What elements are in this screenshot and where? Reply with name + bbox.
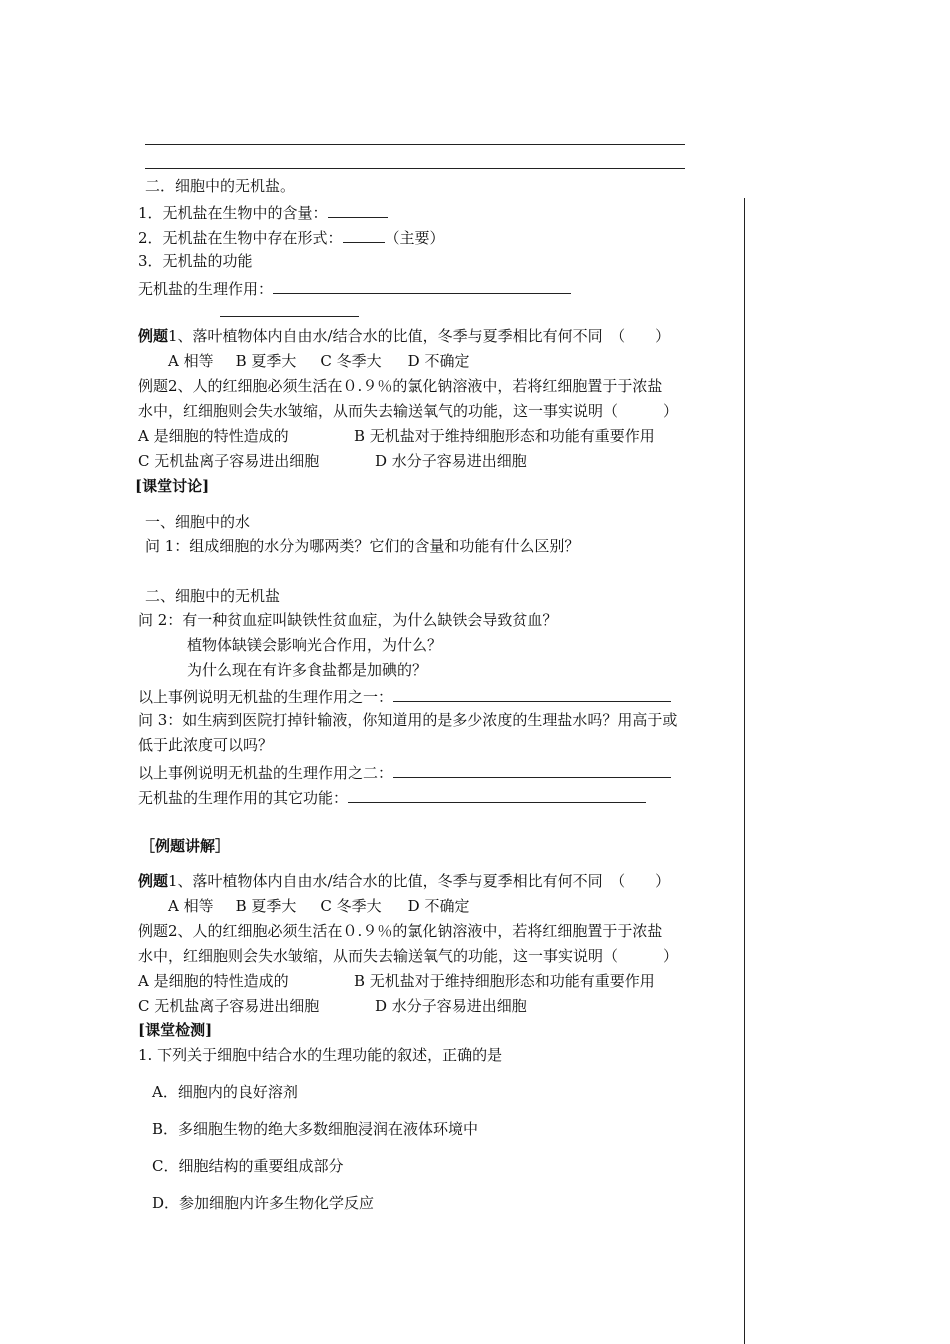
example-2-option-d: D 水分子容易进出细胞	[375, 997, 527, 1015]
example-2-option-b: B 无机盐对于维持细胞形态和功能有重要作用	[354, 972, 655, 990]
example-2-option-a: A 是细胞的特性造成的	[138, 972, 289, 990]
answer-line	[145, 144, 685, 145]
discussion-q3b: 低于此浓度可以吗？	[138, 736, 274, 754]
example-1-options	[168, 896, 469, 916]
example-2-line1: 例题2、人的红细胞必须生活在０.９％的氯化钠溶液中，若将红细胞置于于浓盐	[138, 922, 663, 940]
answer-blank[interactable]	[393, 761, 671, 778]
option-c: C 冬季大	[320, 352, 382, 370]
discussion-q2: 问 2：有一种贫血症叫缺铁性贫血症，为什么缺铁会导致贫血？	[138, 611, 558, 629]
option-d: D 不确定	[407, 352, 470, 370]
answer-blank[interactable]	[343, 226, 385, 243]
option-c: C 冬季大	[320, 897, 382, 915]
item-content: 1．无机盐在生物中的含量：	[138, 201, 388, 223]
conclusion-2: 以上事例说明无机盐的生理作用之二：	[138, 761, 671, 783]
discussion-sec2: 二、细胞中的无机盐	[145, 587, 281, 605]
option-a: A 相等	[168, 352, 214, 370]
example-2-option-c: C 无机盐离子容易进出细胞	[138, 997, 320, 1015]
answer-blank[interactable]	[273, 277, 571, 294]
other-functions: 无机盐的生理作用的其它功能：	[138, 786, 646, 808]
example-2-line2: 水中，红细胞则会失水皱缩，从而失去输送氧气的功能，这一事实说明（ ）	[138, 947, 679, 965]
discussion-q2c: 为什么现在有许多食盐都是加碘的？	[187, 661, 428, 679]
example-2-option-a: A 是细胞的特性造成的	[138, 427, 289, 445]
discussion-title: [课堂讨论]	[135, 477, 210, 495]
margin-line	[744, 198, 745, 1344]
example-1: 例题1、落叶植物体内自由水/结合水的比值，冬季与夏季相比有何不同 （ ）	[138, 872, 671, 890]
example-1-options	[168, 351, 469, 371]
explain-title: ［例题讲解］	[140, 837, 231, 855]
check-question-1: 1. 下列关于细胞中结合水的生理功能的叙述，正确的是	[138, 1046, 503, 1064]
section-heading: 二．细胞中的无机盐。	[145, 177, 296, 195]
check-option-b: B．多细胞生物的绝大多数细胞浸润在液体环境中	[152, 1120, 479, 1138]
option-b: B 夏季大	[235, 897, 297, 915]
example-1: 例题1、落叶植物体内自由水/结合水的比值，冬季与夏季相比有何不同 （ ）	[138, 327, 671, 345]
example-2-option-c: C 无机盐离子容易进出细胞	[138, 452, 320, 470]
option-b: B 夏季大	[235, 352, 297, 370]
example-2-option-d: D 水分子容易进出细胞	[375, 452, 527, 470]
example-2-option-b: B 无机盐对于维持细胞形态和功能有重要作用	[354, 427, 655, 445]
item-function: 3．无机盐的功能	[138, 252, 253, 270]
check-option-a: A．细胞内的良好溶剂	[152, 1083, 298, 1101]
option-d: D 不确定	[407, 897, 470, 915]
answer-blank[interactable]	[328, 201, 388, 218]
answer-blank[interactable]	[348, 786, 646, 803]
discussion-q3: 问 3：如生病到医院打掉针输液，你知道用的是多少浓度的生理盐水吗？用高于或	[138, 711, 678, 729]
discussion-q1: 问 1：组成细胞的水分为哪两类？它们的含量和功能有什么区别？	[145, 537, 580, 555]
discussion-q2b: 植物体缺镁会影响光合作用，为什么？	[187, 636, 443, 654]
conclusion-1: 以上事例说明无机盐的生理作用之一：	[138, 685, 671, 707]
answer-line	[220, 316, 359, 317]
answer-blank[interactable]	[393, 685, 671, 702]
physio-role: 无机盐的生理作用：	[138, 277, 571, 299]
example-2-line1: 例题2、人的红细胞必须生活在０.９％的氯化钠溶液中，若将红细胞置于于浓盐	[138, 377, 663, 395]
item-form: 2．无机盐在生物中存在形式： （主要）	[138, 226, 445, 248]
check-option-c: C．细胞结构的重要组成部分	[152, 1157, 344, 1175]
check-option-d: D．参加细胞内许多生物化学反应	[152, 1194, 375, 1212]
answer-line	[145, 168, 685, 169]
option-a: A 相等	[168, 897, 214, 915]
example-2-line2: 水中，红细胞则会失水皱缩，从而失去输送氧气的功能，这一事实说明（ ）	[138, 402, 679, 420]
check-title: [课堂检测]	[138, 1021, 213, 1039]
discussion-sec1: 一、细胞中的水	[145, 513, 251, 531]
